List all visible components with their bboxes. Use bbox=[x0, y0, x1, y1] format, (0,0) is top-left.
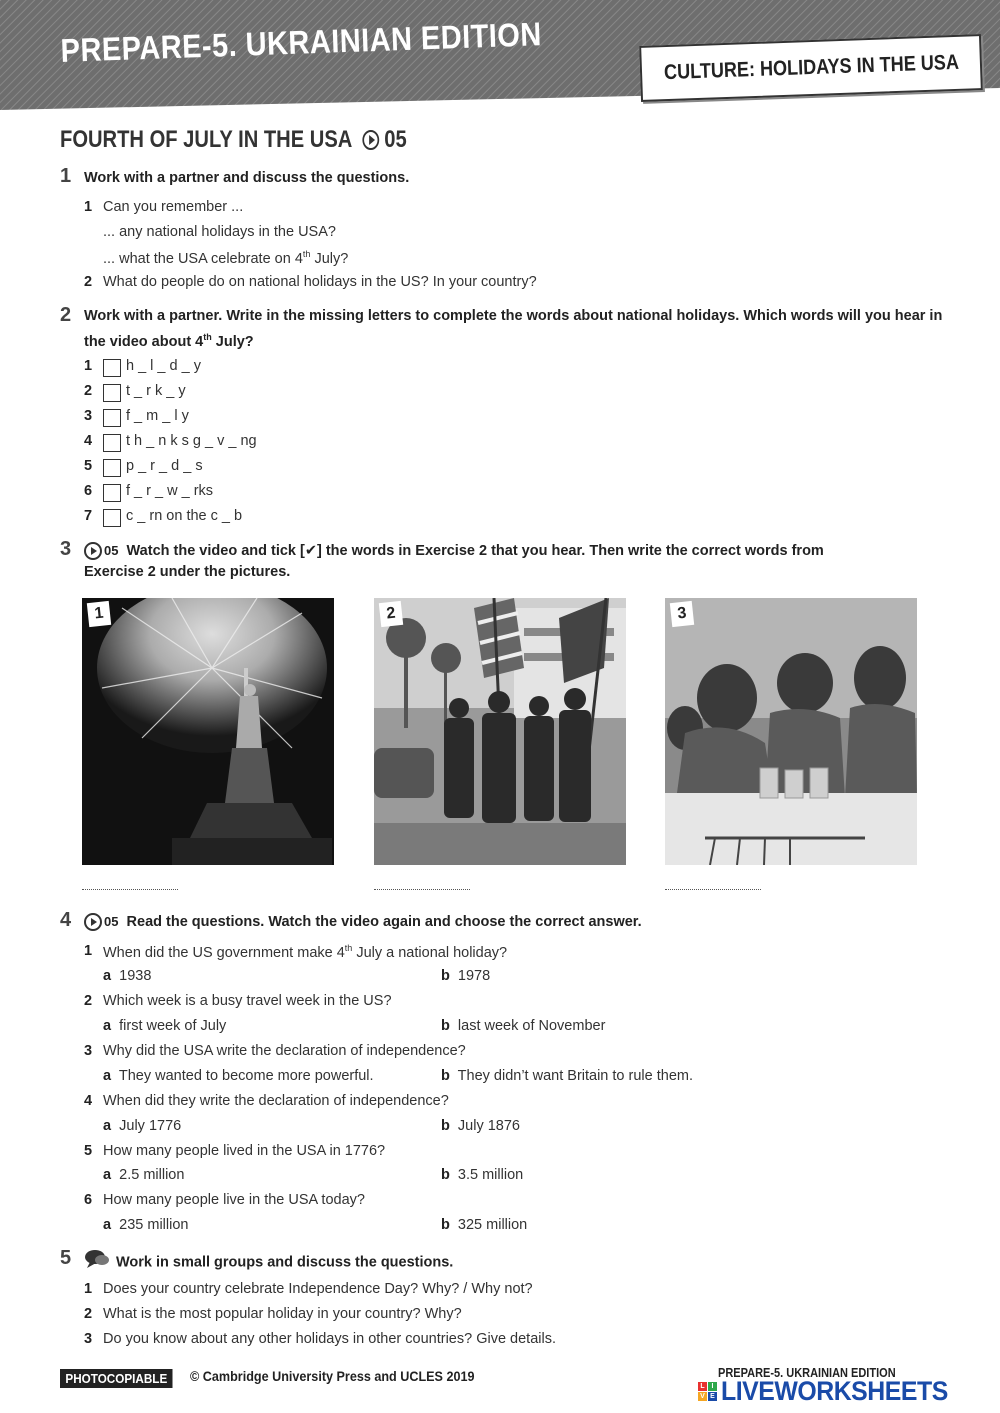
worksheet-title: PREPARE-5. UKRAINIAN EDITION bbox=[60, 15, 543, 69]
ex4-q5-option-a[interactable]: a 2.5 million bbox=[103, 1167, 185, 1183]
ex4-question-number: 6 bbox=[84, 1192, 93, 1208]
photo-fireworks bbox=[82, 598, 334, 865]
section-title bbox=[60, 126, 407, 154]
topic-text: CULTURE: HOLIDAYS IN THE USA bbox=[663, 50, 959, 85]
ex2-item-number: 6 bbox=[84, 483, 93, 499]
photo-parade bbox=[374, 598, 626, 865]
header-banner bbox=[0, 0, 1000, 112]
ex4-q1-option-a[interactable]: a 1938 bbox=[103, 968, 152, 984]
ex4-question-number: 3 bbox=[84, 1043, 93, 1059]
ex2-word-6[interactable]: f _ r _ w _ rks bbox=[126, 483, 214, 499]
exercise-4-instruction: 05 Read the questions. Watch the video again and choose the correct answer. bbox=[84, 911, 944, 933]
exercise-2-number: 2 bbox=[60, 304, 72, 326]
ex5-question-number: 2 bbox=[84, 1306, 93, 1322]
ex4-question-number: 5 bbox=[84, 1143, 93, 1159]
ex4-q6-option-b[interactable]: b 325 million bbox=[441, 1217, 528, 1233]
ex2-checkbox-6[interactable] bbox=[103, 484, 121, 502]
ex5-question-number: 3 bbox=[84, 1331, 93, 1347]
exercise-5-number: 5 bbox=[60, 1247, 72, 1269]
ex2-checkbox-1[interactable] bbox=[103, 359, 121, 377]
ex1-question-1: Can you remember ... bbox=[103, 199, 244, 215]
exercise-3-instruction: 05 Watch the video and tick [✔] the words in Exercise 2 that you hear. Then write the correct words from Exercise 2 under the pictures. bbox=[84, 543, 824, 580]
ex4-question-3: Why did the USA write the declaration of independence? bbox=[103, 1043, 466, 1059]
play-video-icon[interactable] bbox=[362, 130, 379, 150]
ex4-q4-option-b[interactable]: b July 1876 bbox=[441, 1118, 520, 1134]
ex5-question-2: What is the most popular holiday in your country? Why? bbox=[103, 1306, 462, 1322]
photo-number: 2 bbox=[379, 601, 403, 627]
section-track-number: 05 bbox=[384, 126, 407, 153]
ex4-q2-option-b[interactable]: b last week of November bbox=[441, 1018, 606, 1034]
ex2-item-number: 5 bbox=[84, 458, 93, 474]
ex5-question-1: Does your country celebrate Independence Day? Why? / Why not? bbox=[103, 1281, 533, 1297]
ex4-question-number: 1 bbox=[84, 943, 93, 959]
ex4-question-5: How many people lived in the USA in 1776? bbox=[103, 1143, 386, 1159]
ex2-checkbox-5[interactable] bbox=[103, 459, 121, 477]
exercise-1-number: 1 bbox=[60, 165, 72, 187]
ex4-q4-option-a[interactable]: a July 1776 bbox=[103, 1118, 182, 1134]
ex2-word-5[interactable]: p _ r _ d _ s bbox=[126, 458, 203, 474]
photocopiable-badge: PHOTOCOPIABLE bbox=[60, 1369, 173, 1388]
ex5-question-number: 1 bbox=[84, 1281, 93, 1297]
answer-line-1[interactable] bbox=[82, 882, 178, 890]
ex2-item-number: 4 bbox=[84, 433, 93, 449]
ex1-question-1a: ... any national holidays in the USA? bbox=[103, 224, 336, 240]
ex4-q5-option-b[interactable]: b 3.5 million bbox=[441, 1167, 524, 1183]
ex2-word-3[interactable]: f _ m _ l y bbox=[126, 408, 189, 424]
section-title-text: FOURTH OF JULY IN THE USA bbox=[60, 126, 353, 153]
ex2-checkbox-3[interactable] bbox=[103, 409, 121, 427]
ex2-checkbox-4[interactable] bbox=[103, 434, 121, 452]
footer-edition: PREPARE-5. UKRAINIAN EDITION bbox=[718, 1366, 896, 1380]
photo-number: 1 bbox=[87, 601, 111, 627]
ex2-checkbox-2[interactable] bbox=[103, 384, 121, 402]
ex1-question-number: 2 bbox=[84, 274, 93, 290]
ex1-question-2: What do people do on national holidays in the US? In your country? bbox=[103, 274, 537, 290]
ex2-word-4[interactable]: t h _ n k s g _ v _ ng bbox=[126, 433, 257, 449]
exercise-1-instruction: Work with a partner and discuss the questions. bbox=[84, 170, 410, 186]
ex2-item-number: 2 bbox=[84, 383, 93, 399]
exercise-4-number: 4 bbox=[60, 909, 72, 931]
copyright-text: © Cambridge University Press and UCLES 2019 bbox=[190, 1368, 475, 1384]
photo-family-dinner bbox=[665, 598, 917, 865]
ex1-question-1b: ... what the USA celebrate on 4th July? bbox=[103, 249, 349, 267]
ex4-question-1: When did the US government make 4th July a national holiday? bbox=[103, 943, 508, 961]
ex4-q2-option-a[interactable]: a first week of July bbox=[103, 1018, 227, 1034]
topic-label bbox=[639, 34, 983, 102]
ex4-q3-option-b[interactable]: b They didn’t want Britain to rule them. bbox=[441, 1068, 693, 1084]
ex2-item-number: 1 bbox=[84, 358, 93, 374]
ex4-q1-option-b[interactable]: b 1978 bbox=[441, 968, 491, 984]
ex4-q6-option-a[interactable]: a 235 million bbox=[103, 1217, 189, 1233]
play-video-icon[interactable] bbox=[84, 542, 102, 560]
ex2-word-7[interactable]: c _ rn on the c _ b bbox=[126, 508, 243, 524]
ex4-question-number: 4 bbox=[84, 1093, 93, 1109]
ex4-question-6: How many people live in the USA today? bbox=[103, 1192, 365, 1208]
exercise-2-instruction: Work with a partner. Write in the missing letters to complete the words about national holidays. Which words will you hear in the video about 4th July? bbox=[84, 308, 943, 350]
ex4-question-4: When did they write the declaration of independence? bbox=[103, 1093, 449, 1109]
answer-line-2[interactable] bbox=[374, 882, 470, 890]
play-video-icon[interactable] bbox=[84, 913, 102, 931]
ex4-question-2: Which week is a busy travel week in the US? bbox=[103, 993, 392, 1009]
ex2-item-number: 7 bbox=[84, 508, 93, 524]
ex2-word-2[interactable]: t _ r k _ y bbox=[126, 383, 186, 399]
exercise-3-number: 3 bbox=[60, 538, 72, 560]
exercise-5-instruction: Work in small groups and discuss the questions. bbox=[84, 1249, 944, 1276]
speech-bubble-icon bbox=[84, 1249, 110, 1276]
ex4-question-number: 2 bbox=[84, 993, 93, 1009]
ex4-q3-option-a[interactable]: a They wanted to become more powerful. bbox=[103, 1068, 374, 1084]
ex5-question-3: Do you know about any other holidays in other countries? Give details. bbox=[103, 1331, 556, 1347]
liveworksheets-brand: LIVEWORKSHEETS bbox=[721, 1376, 948, 1406]
answer-line-3[interactable] bbox=[665, 882, 761, 890]
ex2-item-number: 3 bbox=[84, 408, 93, 424]
liveworksheets-logo[interactable] bbox=[698, 1376, 968, 1407]
photo-number: 3 bbox=[670, 601, 694, 627]
ex2-checkbox-7[interactable] bbox=[103, 509, 121, 527]
logo-icon: L I V E bbox=[698, 1382, 717, 1401]
ex1-question-number: 1 bbox=[84, 199, 93, 215]
ex2-word-1[interactable]: h _ l _ d _ y bbox=[126, 358, 201, 374]
